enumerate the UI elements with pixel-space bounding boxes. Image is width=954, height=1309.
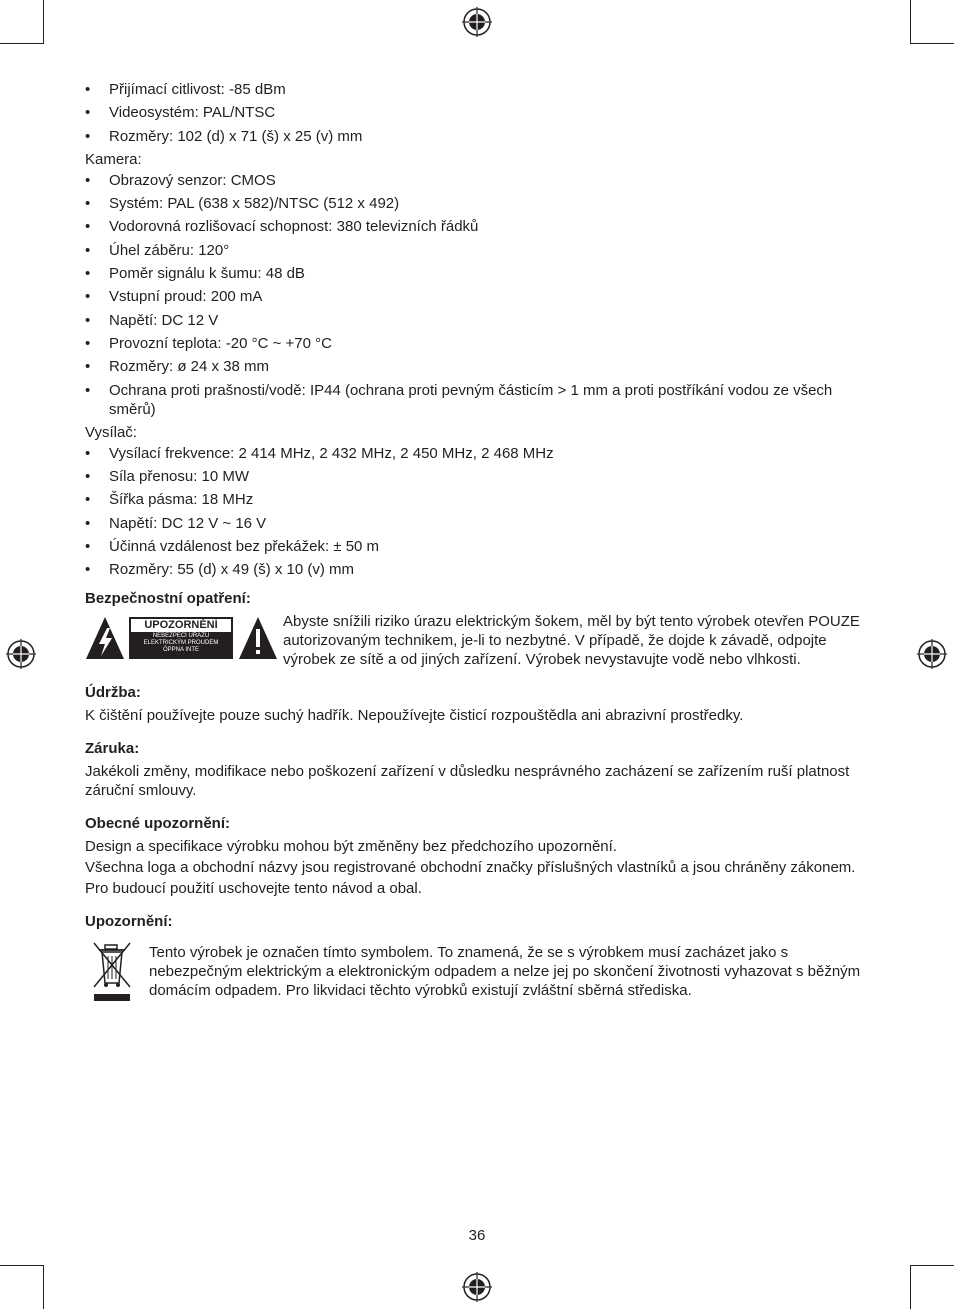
- spec-list: [85, 80, 870, 146]
- crop-mark: [910, 43, 954, 44]
- warning-symbols: [85, 616, 281, 662]
- list-item: • Napětí: DC 12 V ~ 16 V: [85, 514, 870, 533]
- list-item: • Videosystém: PAL/NTSC: [85, 103, 870, 122]
- crop-mark: [43, 1265, 44, 1309]
- general-heading: Obecné upozornění:: [85, 815, 231, 833]
- list-item: • Provozní teplota: -20 °C ~ +70 °C: [85, 334, 870, 353]
- warning-label: [129, 617, 233, 659]
- maintenance-section: [85, 683, 870, 725]
- safety-text: Abyste snížili riziko úrazu elektrickým šokem, měl by být tento výrobek otevřen POUZE autorizovaným technikem, je-li to nezbytné. V případě, že dojde k závadě, odpojte výrobek ze sítě a od jiných zařízení. Výrobek nevystavujte vodě nebo vlhkosti.: [283, 613, 860, 669]
- crossed-bin-icon: [89, 941, 135, 1003]
- maintenance-heading: Údržba:: [85, 684, 141, 702]
- registration-mark-icon: [462, 1272, 492, 1302]
- list-item: • Šířka pásma: 18 MHz: [85, 490, 870, 509]
- warning-label-line: NEBEZPEČÍ ÚRAZU: [152, 633, 210, 640]
- list-item: • Účinná vzdálenost bez překážek: ± 50 m: [85, 537, 870, 556]
- notice-text: Tento výrobek je označen tímto symbolem. To znamená, že se s výrobkem musí zacházet jako s nebezpečným elektrickým a elektronickým odpadem a nelze jej po skončení životnosti vyhazovat s běžným domácím odpadem. Pro likvidaci těchto výrobků existují zvláštní sběrná střediska.: [149, 944, 861, 1000]
- warning-label-line: ELEKTRICKÝM PROUDEM: [143, 640, 219, 647]
- crop-mark: [910, 0, 911, 44]
- list-item: • Napětí: DC 12 V: [85, 311, 870, 330]
- general-text-line: Všechna loga a obchodní názvy jsou registrované obchodní značky příslušných vlastníků a jsou chráněny zákonem.: [85, 859, 856, 877]
- list-item: • Rozměry: 102 (d) x 71 (š) x 25 (v) mm: [85, 127, 870, 146]
- transmitter-label: Vysílač:: [85, 423, 137, 441]
- safety-section: [85, 589, 870, 669]
- transmitter-spec-list: [85, 444, 870, 579]
- list-item: • Vstupní proud: 200 mA: [85, 287, 870, 306]
- registration-mark-icon: [917, 639, 947, 669]
- exclamation-warning-icon: [238, 616, 278, 660]
- notice-section: [85, 912, 870, 1003]
- camera-label: Kamera:: [85, 150, 142, 168]
- warning-label-line: ÓPPNA INTE: [162, 647, 199, 654]
- list-item: • Vysílací frekvence: 2 414 MHz, 2 432 MHz, 2 450 MHz, 2 468 MHz: [85, 444, 870, 463]
- list-item: • Obrazový senzor: CMOS: [85, 171, 870, 190]
- warranty-heading: Záruka:: [85, 740, 140, 758]
- list-item: • Rozměry: 55 (d) x 49 (š) x 10 (v) mm: [85, 560, 870, 579]
- page-number: 36: [468, 1227, 486, 1244]
- crop-mark: [0, 1265, 44, 1266]
- general-text-line: Design a specifikace výrobku mohou být změněny bez předchozího upozornění.: [85, 838, 617, 856]
- notice-heading: Upozornění:: [85, 913, 173, 931]
- list-item: • Síla přenosu: 10 MW: [85, 467, 870, 486]
- registration-mark-icon: [462, 7, 492, 37]
- warning-label-title: UPOZORNĚNÍ: [131, 619, 231, 632]
- crop-mark: [43, 0, 44, 44]
- list-item: • Vodorovná rozlišovací schopnost: 380 televizních řádků: [85, 217, 870, 236]
- list-item: • Rozměry: ø 24 x 38 mm: [85, 357, 870, 376]
- crop-mark: [910, 1265, 911, 1309]
- warranty-text: Jakékoli změny, modifikace nebo poškození zařízení v důsledku nesprávného zacházení se zařízením ruší platnost záruční smlouvy.: [85, 763, 850, 800]
- registration-mark-icon: [6, 639, 36, 669]
- general-section: [85, 814, 870, 898]
- maintenance-text: K čištění používejte pouze suchý hadřík. Nepoužívejte čisticí rozpouštědla ani abrazivní prostředky.: [85, 707, 744, 725]
- safety-warning: [85, 612, 870, 669]
- list-item: • Poměr signálu k šumu: 48 dB: [85, 264, 870, 283]
- lightning-warning-icon: [85, 616, 125, 660]
- crop-mark: [910, 1265, 954, 1266]
- general-text-line: Pro budoucí použití uschovejte tento návod a obal.: [85, 880, 422, 898]
- list-item: • Systém: PAL (638 x 582)/NTSC (512 x 492): [85, 194, 870, 213]
- camera-spec-list: [85, 171, 870, 419]
- list-item: • Ochrana proti prašnosti/vodě: IP44 (ochrana proti pevným částicím > 1 mm a proti postříkání vodou ze všech směrů): [85, 381, 839, 419]
- safety-heading: Bezpečnostní opatření:: [85, 590, 251, 608]
- page-content: [85, 80, 870, 1003]
- list-item: • Úhel záběru: 120°: [85, 241, 870, 260]
- weee-notice: [85, 943, 870, 1003]
- crop-mark: [0, 43, 44, 44]
- warranty-section: [85, 739, 870, 800]
- list-item: • Přijímací citlivost: -85 dBm: [85, 80, 870, 99]
